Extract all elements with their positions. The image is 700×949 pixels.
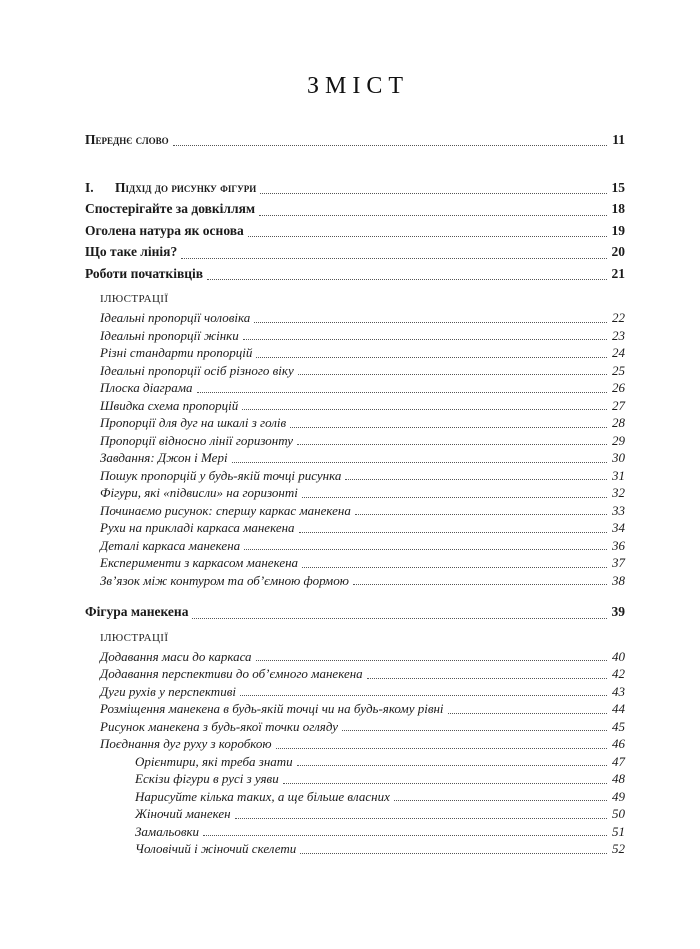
dotted-leader (232, 462, 607, 463)
toc-entry (100, 648, 625, 666)
dotted-leader (283, 783, 607, 784)
toc-group-header (100, 292, 625, 307)
entry-label: Додавання перспективи до об’ємного манекена (100, 666, 363, 681)
page-number: 42 (612, 666, 625, 681)
toc-entry (100, 665, 625, 683)
chapter-number: I. (85, 180, 94, 195)
page-number: 24 (612, 345, 625, 360)
toc-entry (100, 484, 625, 502)
dotted-leader (367, 678, 607, 679)
entry-label: ІЛЮСТРАЦІЇ (100, 293, 169, 305)
toc-entry (100, 362, 625, 380)
toc-entry (100, 397, 625, 415)
dotted-leader (298, 374, 607, 375)
entry-label: Поєднання дуг руху з коробкою (100, 736, 272, 751)
dotted-leader (240, 695, 607, 696)
entry-label: Зв’язок між контуром та об’ємною формою (100, 572, 349, 588)
page-number: 43 (612, 683, 625, 699)
entry-label: Замальовки (135, 823, 200, 839)
dotted-leader (243, 339, 607, 340)
toc-entry (135, 840, 625, 858)
page-number: 44 (612, 701, 625, 716)
toc-entry (100, 467, 625, 485)
page-number: 37 (612, 555, 625, 570)
page-number: 47 (612, 753, 625, 769)
page-number: 39 (611, 604, 625, 619)
toc-entry (100, 718, 625, 736)
toc-entry (85, 263, 625, 285)
page-number: 30 (612, 450, 625, 465)
dotted-leader (300, 853, 607, 854)
page-title: ЗМІСТ (306, 73, 410, 99)
toc-entry (135, 770, 625, 788)
page-number: 25 (612, 362, 625, 378)
toc-entry (100, 572, 625, 590)
entry-label: Рухи на прикладі каркаса манекена (100, 520, 295, 535)
toc-entry (100, 519, 625, 537)
toc-entry (85, 198, 625, 220)
entry-label: Ідеальні пропорції жінки (100, 327, 239, 343)
page-number: 22 (612, 310, 625, 325)
dotted-leader (448, 713, 607, 714)
toc-entry (100, 432, 625, 450)
dotted-leader (299, 532, 607, 533)
dotted-leader (244, 549, 607, 550)
dotted-leader (254, 322, 607, 323)
entry-label: ІЛЮСТРАЦІЇ (100, 631, 169, 644)
page-number: 51 (612, 823, 625, 839)
entry-label: Рисунок манекена з будь-якої точки огляду (100, 718, 339, 734)
dotted-leader (345, 479, 607, 480)
toc-entry (85, 241, 625, 263)
page-number: 48 (612, 771, 625, 786)
page-number: 27 (612, 397, 625, 413)
entry-label: Завдання: Джон і Мері (100, 450, 228, 465)
dotted-leader (302, 497, 607, 498)
toc-entry (100, 414, 625, 432)
page-number: 36 (612, 537, 625, 553)
toc-entry (85, 601, 625, 623)
entry-label: Оголена натура як основа (85, 222, 244, 238)
dotted-leader (297, 765, 607, 766)
entry-label: Швидка схема пропорцій (100, 397, 239, 413)
page-number: 23 (612, 327, 625, 343)
page-number: 11 (612, 132, 625, 147)
page-number: 38 (612, 572, 625, 588)
entry-label: Пропорції для дуг на шкалі з голів (100, 415, 287, 430)
entry-label: Жіночий манекен (135, 806, 231, 821)
entry-label: Пропорції відносно лінії горизонту (100, 432, 294, 448)
toc-entry (135, 805, 625, 823)
toc-group-header (100, 631, 625, 646)
toc-entry (100, 683, 625, 701)
entry-label: Орієнтири, які треба знати (135, 753, 293, 769)
entry-label: Деталі каркаса манекена (100, 537, 241, 553)
page-number: 20 (611, 244, 625, 259)
dotted-leader (259, 215, 606, 216)
entry-label: Починаємо рисунок: спершу каркас манекена (100, 502, 351, 518)
page-number: 15 (611, 180, 625, 195)
toc-entry (100, 554, 625, 572)
dotted-leader (235, 818, 607, 819)
entry-label: Дуги рухів у перспективі (100, 683, 236, 699)
page-number: 45 (612, 718, 625, 734)
page-number: 52 (612, 841, 625, 856)
page-number: 19 (611, 222, 625, 238)
dotted-leader (353, 584, 607, 585)
dotted-leader (192, 618, 606, 619)
entry-label: Фігури, які «підвисли» на горизонті (100, 485, 298, 500)
dotted-leader (302, 567, 607, 568)
entry-label: Спостерігайте за довкіллям (85, 201, 256, 216)
page-number: 32 (612, 485, 625, 500)
page-number: 21 (611, 265, 625, 281)
entry-label: Ескізи фігури в русі з уяви (135, 771, 279, 786)
toc-entry (85, 178, 625, 198)
toc-entry (100, 449, 625, 467)
dotted-leader (290, 427, 607, 428)
entry-label: Підхід до рисунку фігури (115, 180, 257, 195)
dotted-leader (242, 409, 607, 410)
dotted-leader (173, 145, 608, 146)
page-number: 34 (612, 520, 625, 535)
entry-label: Ідеальні пропорції чоловіка (100, 310, 251, 325)
dotted-leader (248, 236, 607, 237)
page-number: 29 (612, 432, 625, 448)
toc-entry (85, 220, 625, 242)
toc-entry (100, 327, 625, 345)
page-number: 46 (612, 736, 625, 751)
entry-label: Додавання маси до каркаса (100, 648, 252, 664)
dotted-leader (256, 357, 607, 358)
page-number: 26 (612, 380, 625, 395)
page-number: 49 (612, 788, 625, 804)
page-number: 40 (612, 648, 625, 664)
entry-label: Пошук пропорцій у будь-якій точці рисунка (100, 467, 342, 483)
page-number: 50 (612, 806, 625, 821)
dotted-leader (256, 660, 607, 661)
entry-label: Що таке лінія? (85, 244, 178, 259)
dotted-leader (181, 258, 606, 259)
dotted-leader (260, 193, 606, 194)
page-number: 28 (612, 415, 625, 430)
entry-label: Розміщення манекена в будь-якій точці чи на будь-якому рівні (100, 701, 444, 716)
entry-label: Фігура манекена (85, 604, 189, 619)
toc-list (85, 130, 625, 858)
toc-entry (100, 735, 625, 753)
dotted-leader (297, 444, 607, 445)
entry-label: Експерименти з каркасом манекена (100, 555, 299, 570)
entry-label: Роботи початківців (85, 265, 204, 281)
toc-entry (100, 502, 625, 520)
entry-label: Переднє слово (85, 132, 169, 147)
toc-entry (135, 753, 625, 771)
dotted-leader (197, 392, 607, 393)
dotted-leader (203, 835, 607, 836)
dotted-leader (394, 800, 607, 801)
dotted-leader (207, 279, 606, 280)
toc-entry (100, 537, 625, 555)
entry-label: Ідеальні пропорції осіб різного віку (100, 362, 294, 378)
entry-label: Плоска діаграма (100, 380, 193, 395)
toc-entry (135, 788, 625, 806)
toc-entry (100, 700, 625, 718)
page-number: 18 (611, 201, 625, 216)
toc-entry (100, 309, 625, 327)
toc-entry (100, 344, 625, 362)
toc-entry (100, 379, 625, 397)
page-number: 31 (612, 467, 625, 483)
toc-entry (85, 130, 625, 150)
page-number: 33 (612, 502, 625, 518)
entry-label: Чоловічий і жіночий скелети (135, 841, 297, 856)
entry-label: Різні стандарти пропорцій (100, 345, 253, 360)
dotted-leader (276, 748, 607, 749)
toc-entry (135, 823, 625, 841)
dotted-leader (342, 730, 607, 731)
dotted-leader (355, 514, 607, 515)
entry-label: Нарисуйте кілька таких, а ще більше власних (135, 788, 390, 804)
